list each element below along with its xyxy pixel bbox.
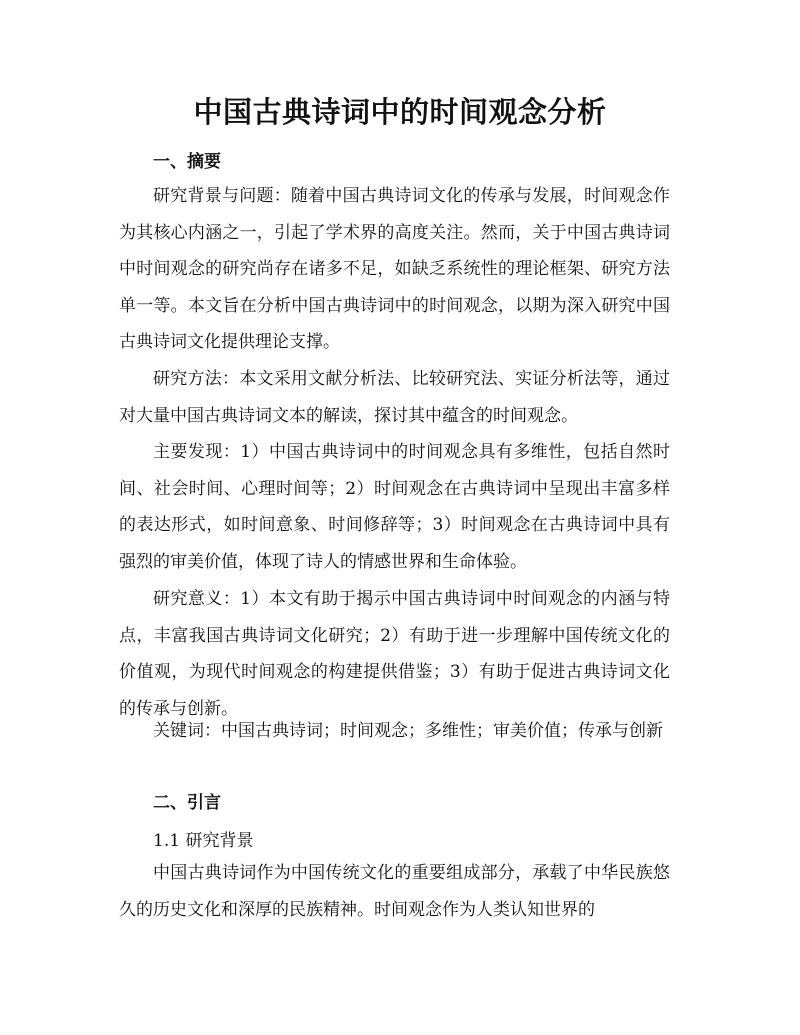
keywords-paragraph: 关键词：中国古典诗词；时间观念；多维性；审美价值；传承与创新 [153, 721, 663, 741]
introduction-heading: 二、引言 [153, 793, 221, 813]
document-title: 中国古典诗词中的时间观念分析 [193, 95, 607, 129]
abstract-heading: 一、摘要 [153, 152, 221, 172]
abstract-methods-paragraph: 研究方法：本文采用文献分析法、比较研究法、实证分析法等，通过对大量中国古典诗词文本的解读，探讨其中蕴含的时间观念。 [119, 369, 670, 426]
abstract-findings-paragraph: 主要发现：1）中国古典诗词中的时间观念具有多维性，包括自然时间、社会时间、心理时间等；2）时间观念在古典诗词中呈现出丰富多样的表达形式，如时间意象、时间修辞等；3）时间观念在古典诗词中具有强烈的审美价值，体现了诗人的情感世界和生命体验。 [119, 442, 670, 572]
intro-background-paragraph: 中国古典诗词作为中国传统文化的重要组成部分，承载了中华民族悠久的历史文化和深厚的民族精神。时间观念作为人类认知世界的 [119, 863, 670, 920]
section-1-1-heading: 1.1 研究背景 [153, 831, 254, 851]
abstract-significance-paragraph: 研究意义：1）本文有助于揭示中国古典诗词中时间观念的内涵与特点，丰富我国古典诗词文化研究；2）有助于进一步理解中国传统文化的价值观，为现代时间观念的构建提供借鉴；3）有助于促进古典诗词文化的传承与创新。 [119, 589, 670, 719]
abstract-background-paragraph: 研究背景与问题：随着中国古典诗词文化的传承与发展，时间观念作为其核心内涵之一，引起了学术界的高度关注。然而，关于中国古典诗词中时间观念的研究尚存在诸多不足，如缺乏系统性的理论框架、研究方法单一等。本文旨在分析中国古典诗词中的时间观念，以期为深入研究中国古典诗词文化提供理论支撑。 [119, 186, 670, 352]
